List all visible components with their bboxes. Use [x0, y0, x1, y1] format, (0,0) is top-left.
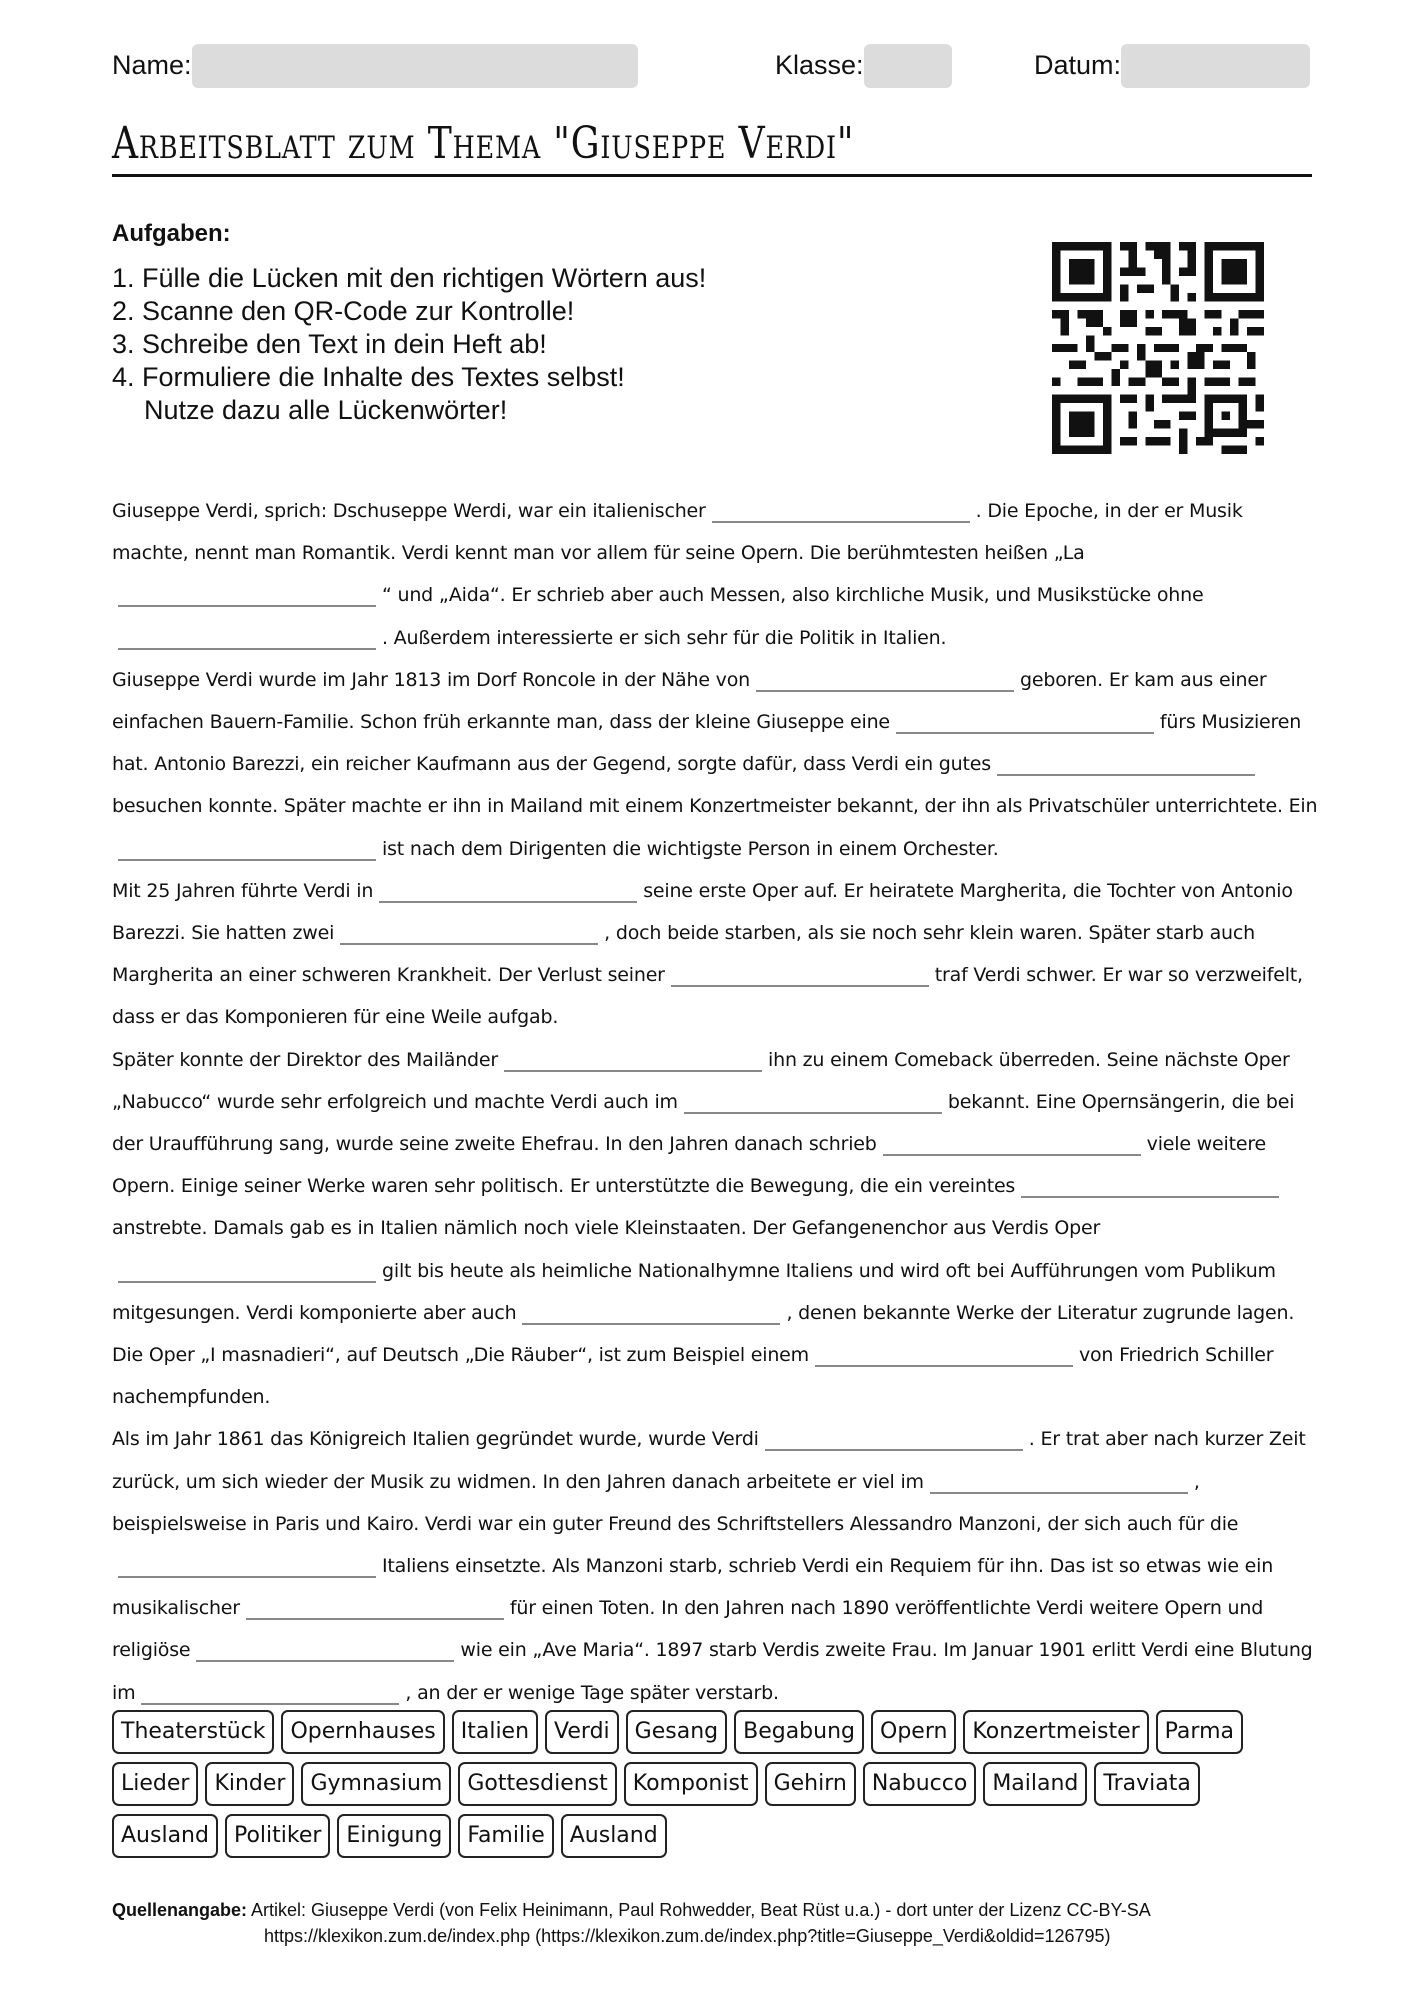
- task-item: 3. Schreibe den Text in dein Heft ab!: [112, 329, 547, 359]
- text-segment: . Die Epoche, in der er Musik machte, nennt man Romantik. Verdi kennt man vor allem für seine Opern. Die berühmtesten heißen „La: [112, 500, 1243, 565]
- text-segment: “ und „Aida“. Er schrieb aber auch Messen, also kirchliche Musik, und Musikstücke ohne: [382, 584, 1204, 607]
- paragraph-4: [112, 1039, 1322, 1419]
- text-segment: , denen bekannte Werke der Literatur zugrunde lagen. Die Oper „I masnadieri“, auf Deutsch „Die Räuber“, ist zum Beispiel einem: [112, 1301, 1295, 1367]
- gap-field[interactable]: [756, 689, 1014, 692]
- class-field[interactable]: [864, 44, 952, 88]
- text-segment: bekannt. Eine Opernsängerin, die bei der Uraufführung sang, wurde seine zweite Ehefrau. In den Jahren danach schrieb: [112, 1090, 1295, 1156]
- paragraph-1: [112, 490, 1322, 659]
- task-item: 1. Fülle die Lücken mit den richtigen Wörtern aus!: [112, 263, 707, 293]
- date-field[interactable]: [1121, 44, 1310, 88]
- text-segment: viele weitere Opern. Einige seiner Werke waren sehr politisch. Er unterstützte die Bewegung, die ein vereintes: [112, 1133, 1267, 1198]
- gap-field[interactable]: [671, 984, 929, 987]
- word-bank: [112, 1710, 1292, 1858]
- title-underline: [112, 174, 1312, 177]
- paragraph-3: [112, 870, 1322, 1039]
- word-chip[interactable]: Opern: [871, 1710, 956, 1754]
- word-chip[interactable]: Komponist: [624, 1762, 758, 1806]
- text-segment: ist nach dem Dirigenten die wichtigste Person in einem Orchester.: [382, 837, 999, 860]
- gap-field[interactable]: [815, 1364, 1073, 1367]
- text-segment: fürs Musizieren hat. Antonio Barezzi, ein reicher Kaufmann aus der Gegend, sorgte dafür, dass Verdi ein gutes: [112, 711, 1302, 776]
- class-label: Klasse:: [775, 50, 864, 80]
- gap-field[interactable]: [118, 1575, 376, 1578]
- gap-field[interactable]: [379, 900, 637, 903]
- word-chip[interactable]: Nabucco: [863, 1762, 977, 1806]
- word-chip[interactable]: Mailand: [983, 1762, 1087, 1806]
- word-chip[interactable]: Gottesdienst: [458, 1762, 616, 1806]
- paragraph-5: [112, 1418, 1322, 1713]
- qr-code-icon[interactable]: [1052, 242, 1264, 454]
- date-label: Datum:: [1034, 50, 1122, 80]
- text-segment: , doch beide starben, als sie noch sehr klein waren. Später starb auch Margherita an einer schweren Krankheit. Der Verlust seiner: [112, 922, 1255, 987]
- task-item: 4. Formuliere die Inhalte des Textes selbst!: [112, 362, 625, 392]
- gap-field[interactable]: [118, 604, 376, 607]
- word-chip[interactable]: Traviata: [1094, 1762, 1199, 1806]
- text-segment: geboren. Er kam aus einer einfachen Bauern-Familie. Schon früh erkannte man, dass der kleine Giuseppe eine: [112, 668, 1267, 734]
- gap-field[interactable]: [141, 1702, 399, 1705]
- word-chip[interactable]: Gymnasium: [301, 1762, 451, 1806]
- source-text: Artikel: Giuseppe Verdi (von Felix Heinimann, Paul Rohwedder, Beat Rüst u.a.) - dort unter der Lizenz CC-BY-SA: [251, 1900, 1151, 1920]
- text-segment: , an der er wenige Tage später verstarb.: [405, 1681, 779, 1704]
- text-segment: anstrebte. Damals gab es in Italien nämlich noch viele Kleinstaaten. Der Gefangenenchor aus Verdis Oper: [112, 1217, 1101, 1240]
- word-chip[interactable]: Verdi: [545, 1710, 619, 1754]
- word-chip[interactable]: Lieder: [112, 1762, 198, 1806]
- task-list: [112, 262, 706, 427]
- word-chip[interactable]: Gehirn: [765, 1762, 856, 1806]
- gap-field[interactable]: [340, 942, 598, 945]
- text-segment: . Er trat aber nach kurzer Zeit zurück, um sich wieder der Musik zu widmen. In den Jahren danach arbeitete er viel im: [112, 1428, 1306, 1493]
- text-segment: Italiens einsetzte. Als Manzoni starb, schrieb Verdi ein Requiem für ihn. Das ist so etwas wie ein musikalischer: [112, 1555, 1274, 1620]
- word-chip[interactable]: Konzertmeister: [963, 1710, 1148, 1754]
- gap-field[interactable]: [896, 731, 1154, 734]
- gap-field[interactable]: [1021, 1195, 1279, 1198]
- word-chip[interactable]: Familie: [458, 1814, 553, 1858]
- source-label: Quellenangabe:: [112, 1900, 248, 1920]
- text-segment: , beispielsweise in Paris und Kairo. Verdi war ein guter Freund des Schriftstellers Alessandro Manzoni, der sich auch für die: [112, 1470, 1239, 1535]
- gap-field[interactable]: [118, 858, 376, 861]
- source-url[interactable]: https://klexikon.zum.de/index.php (https://klexikon.zum.de/index.php?title=Giuseppe_Verdi&oldid=126795): [264, 1926, 1111, 1946]
- word-chip[interactable]: Theaterstück: [112, 1710, 274, 1754]
- gap-field[interactable]: [196, 1659, 454, 1662]
- name-field[interactable]: [192, 44, 638, 88]
- word-chip[interactable]: Einigung: [337, 1814, 451, 1858]
- text-segment: Giuseppe Verdi wurde im Jahr 1813 im Dorf Roncole in der Nähe von: [112, 668, 750, 691]
- text-segment: wie ein „Ave Maria“. 1897 starb Verdis zweite Frau. Im Januar 1901 erlitt Verdi eine Blutung im: [112, 1639, 1313, 1704]
- name-label: Name:: [112, 50, 192, 80]
- gap-field[interactable]: [504, 1069, 762, 1072]
- word-chip[interactable]: Ausland: [561, 1814, 667, 1858]
- word-chip[interactable]: Ausland: [112, 1814, 218, 1858]
- word-chip[interactable]: Begabung: [734, 1710, 864, 1754]
- text-segment: für einen Toten. In den Jahren nach 1890 veröffentlichte Verdi weitere Opern und religiöse: [112, 1597, 1264, 1662]
- text-segment: seine erste Oper auf. Er heiratete Margherita, die Tochter von Antonio Barezzi. Sie hatten zwei: [112, 879, 1293, 945]
- word-chip[interactable]: Gesang: [626, 1710, 727, 1754]
- gap-field[interactable]: [522, 1322, 780, 1325]
- tasks-heading: Aufgaben:: [112, 220, 231, 247]
- gap-field[interactable]: [118, 1280, 376, 1283]
- gap-field[interactable]: [930, 1491, 1188, 1494]
- word-chip[interactable]: Italien: [452, 1710, 538, 1754]
- text-segment: gilt bis heute als heimliche Nationalhymne Italiens und wird oft bei Aufführungen vom Publikum mitgesungen. Verdi komponierte aber auch: [112, 1259, 1276, 1324]
- gap-field[interactable]: [712, 520, 970, 523]
- text-segment: Später konnte der Direktor des Mailänder: [112, 1048, 499, 1071]
- text-segment: Als im Jahr 1861 das Königreich Italien gegründet wurde, wurde Verdi: [112, 1428, 759, 1451]
- paragraph-2: [112, 659, 1322, 870]
- gap-field[interactable]: [765, 1448, 1023, 1451]
- text-segment: besuchen konnte. Später machte er ihn in Mailand mit einem Konzertmeister bekannt, der ihn als Privatschüler unterrichtete. Ein: [112, 795, 1318, 818]
- task-item: 2. Scanne den QR-Code zur Kontrolle!: [112, 296, 575, 326]
- word-chip[interactable]: Politiker: [225, 1814, 330, 1858]
- gap-field[interactable]: [883, 1153, 1141, 1156]
- gap-field[interactable]: [246, 1617, 504, 1620]
- gap-field[interactable]: [997, 773, 1255, 776]
- text-segment: von Friedrich Schiller nachempfunden.: [112, 1344, 1274, 1409]
- text-segment: ihn zu einem Comeback überreden. Seine nächste Oper „Nabucco“ wurde sehr erfolgreich und machte Verdi auch im: [112, 1048, 1290, 1113]
- text-segment: Mit 25 Jahren führte Verdi in: [112, 879, 374, 902]
- page-title: Arbeitsblatt zum Thema "Giuseppe Verdi": [112, 118, 855, 169]
- word-chip[interactable]: Parma: [1156, 1710, 1243, 1754]
- text-segment: Giuseppe Verdi, sprich: Dschuseppe Werdi, war ein italienischer: [112, 500, 706, 522]
- text-segment: . Außerdem interessierte er sich sehr für die Politik in Italien.: [382, 626, 947, 649]
- cloze-text: [112, 490, 1322, 1714]
- gap-field[interactable]: [684, 1111, 942, 1114]
- word-chip[interactable]: Kinder: [205, 1762, 294, 1806]
- task-item: Nutze dazu alle Lückenwörter!: [144, 395, 508, 425]
- source-note: [112, 1897, 1312, 1949]
- word-chip[interactable]: Opernhauses: [281, 1710, 444, 1754]
- text-segment: traf Verdi schwer. Er war so verzweifelt, dass er das Komponieren für eine Weile aufgab.: [112, 964, 1303, 1029]
- gap-field[interactable]: [118, 647, 376, 650]
